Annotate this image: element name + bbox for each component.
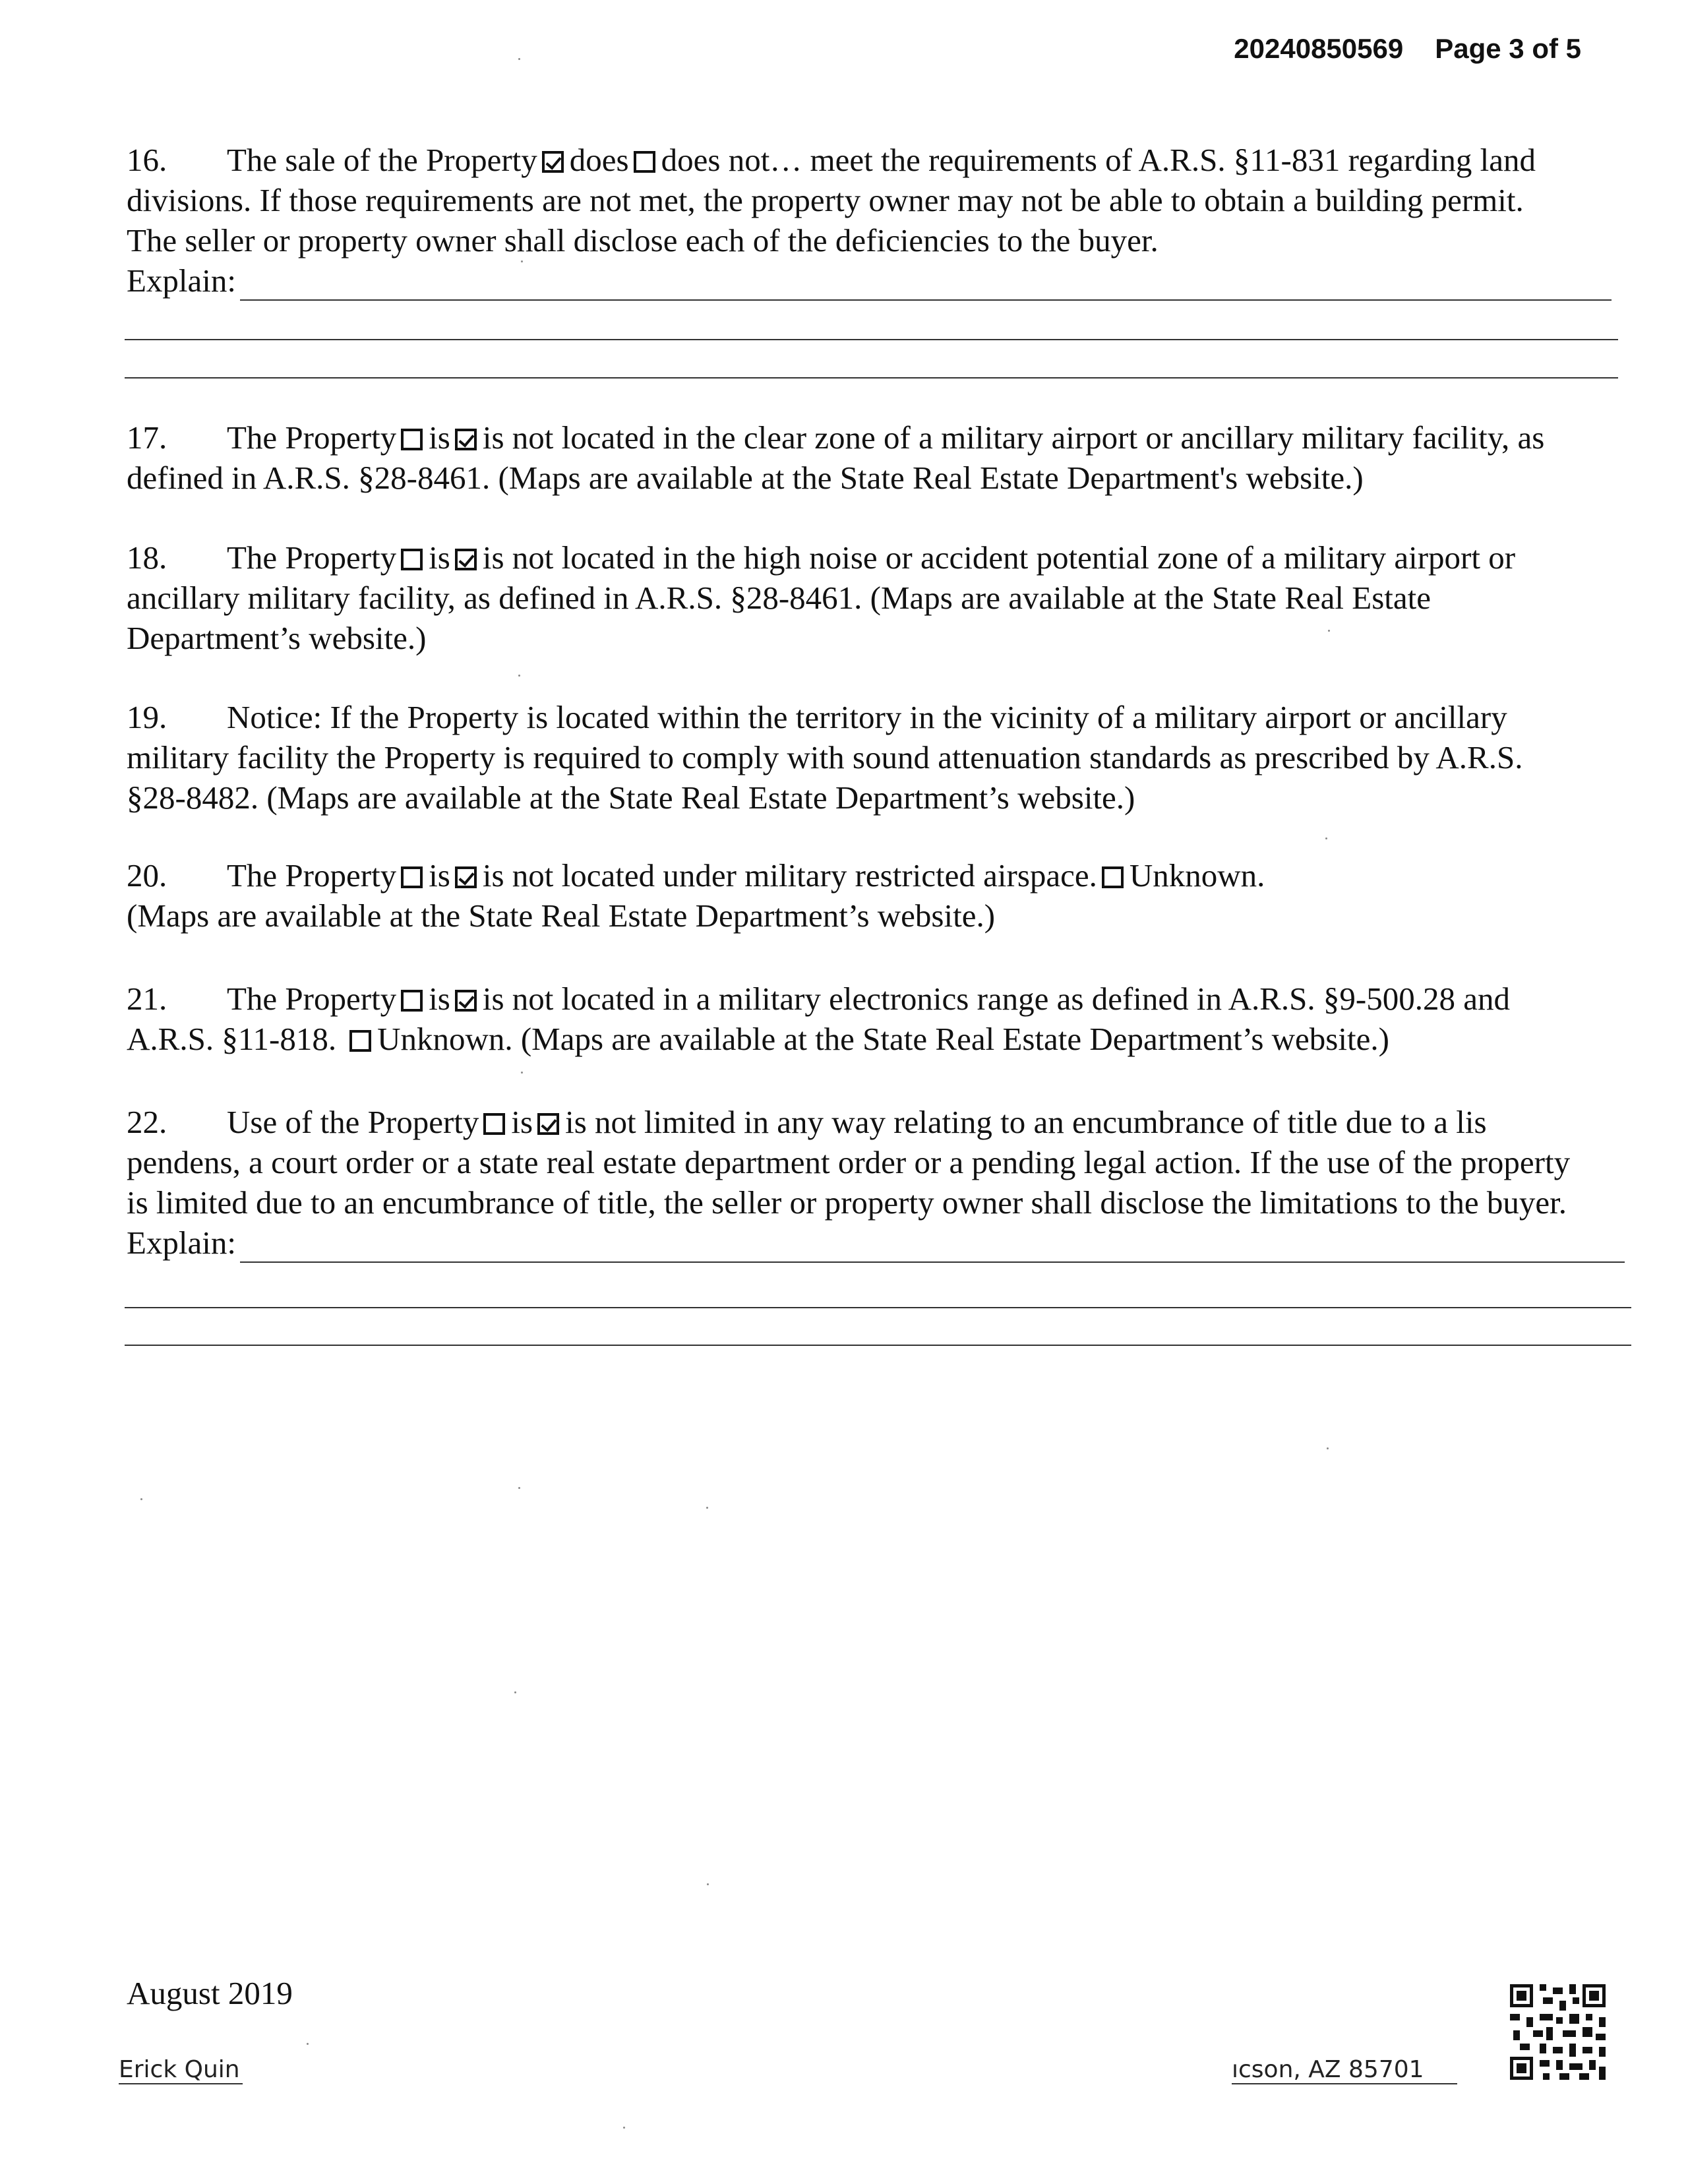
item-number: 22.	[127, 1104, 167, 1140]
item-number: 17.	[127, 419, 167, 456]
explain-rule	[125, 1307, 1631, 1308]
item-20: 20. The Property is is not located under military restricted airspace. Unknown. (Maps are available at the State Real Estate Department’s website.)	[127, 855, 1620, 936]
is-checkbox[interactable]	[483, 1113, 505, 1135]
item-number: 21.	[127, 981, 167, 1017]
scan-speck	[1327, 1447, 1329, 1449]
footer-name: Erick Quin	[119, 2056, 243, 2084]
item-16: 16. The sale of the Property does does not… meet the requirements of A.R.S. §11-831 regarding land divisions. If those requirements are not met, the property owner may not be able to obtain a building permit. The seller or property owner shall disclose each of the deficiencies to the buyer. Explain:	[127, 140, 1620, 301]
explain-rule	[125, 339, 1618, 340]
scan-speck	[707, 1883, 709, 1885]
item-19: 19. Notice: If the Property is located within the territory in the vicinity of a military airport or ancillary military facility the Property is required to comply with sound attenuation standards as prescribed by A.R.S. §28-8482. (Maps are available at the State Real Estate Department’s website.)	[127, 697, 1620, 818]
scan-speck	[140, 1498, 142, 1500]
item-21: 21. The Property is is not located in a military electronics range as defined in A.R.S. §9-500.28 and A.R.S. §11-818. Unknown. (Maps are available at the State Real Estate Department’s website.)	[127, 979, 1620, 1059]
explain-field[interactable]	[240, 272, 1612, 301]
is-not-checkbox[interactable]	[455, 429, 477, 450]
item-number: 19.	[127, 699, 167, 735]
is-checkbox[interactable]	[401, 866, 423, 888]
scan-speck	[1328, 630, 1330, 632]
scan-speck	[518, 675, 520, 677]
item-18: 18. The Property is is not located in the high noise or accident potential zone of a military airport or ancillary military facility, as defined in A.R.S. §28-8461. (Maps are available at the State Real Estate Department’s website.)	[127, 537, 1620, 658]
unknown-checkbox[interactable]	[349, 1030, 371, 1052]
unknown-checkbox[interactable]	[1102, 866, 1124, 888]
is-not-checkbox[interactable]	[455, 866, 477, 888]
revision-date: August 2019	[127, 1975, 293, 2011]
scan-speck	[1325, 837, 1327, 839]
explain-rule	[125, 1345, 1631, 1346]
is-checkbox[interactable]	[401, 990, 423, 1012]
is-not-checkbox[interactable]	[455, 549, 477, 570]
scan-speck	[706, 1507, 708, 1509]
is-not-checkbox[interactable]	[455, 990, 477, 1012]
explain-label: Explain:	[127, 1225, 237, 1261]
document-number: 20240850569	[1234, 33, 1404, 64]
footer-address: ıcson, AZ 85701	[1232, 2056, 1457, 2084]
scan-speck	[518, 58, 520, 60]
scan-speck	[514, 1691, 516, 1693]
item-number: 16.	[127, 142, 167, 178]
scan-speck	[521, 1072, 523, 1074]
page-number: Page 3 of 5	[1435, 33, 1581, 64]
item-number: 20.	[127, 857, 167, 894]
explain-label: Explain:	[127, 262, 237, 299]
qr-code-icon	[1507, 1981, 1609, 2083]
scan-speck	[521, 260, 523, 262]
is-not-checkbox[interactable]	[537, 1113, 559, 1135]
does-not-checkbox[interactable]	[634, 151, 655, 173]
explain-field[interactable]	[240, 1234, 1625, 1263]
scan-speck	[623, 2127, 625, 2129]
is-checkbox[interactable]	[401, 549, 423, 570]
page-header	[1234, 33, 1581, 65]
scan-speck	[518, 1487, 520, 1489]
does-checkbox[interactable]	[542, 151, 564, 173]
is-checkbox[interactable]	[401, 429, 423, 450]
item-22: 22. Use of the Property is is not limited in any way relating to an encumbrance of title due to a lis pendens, a court order or a state real estate department order or a pending legal action. If the use of the property is limited due to an encumbrance of title, the seller or property owner shall disclose the limitations to the buyer. Explain:	[127, 1102, 1620, 1263]
item-number: 18.	[127, 539, 167, 576]
scan-speck	[307, 2043, 309, 2045]
item-17: 17. The Property is is not located in the clear zone of a military airport or ancillary military facility, as defined in A.R.S. §28-8461. (Maps are available at the State Real Estate Department's website.)	[127, 417, 1620, 498]
explain-rule	[125, 377, 1618, 379]
